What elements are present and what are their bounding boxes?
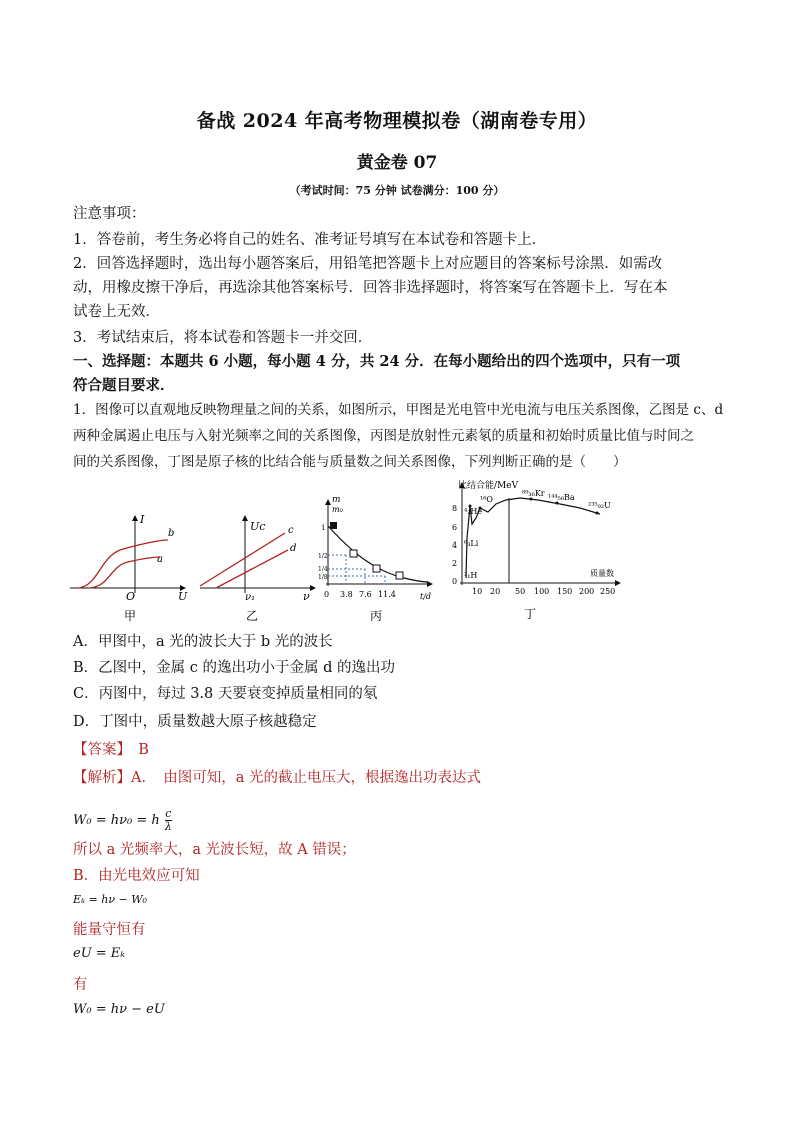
formula-1 [73,808,172,833]
ding-ytick-0: 0 [452,577,458,586]
ding-xtick-50: 50 [515,587,526,596]
ding-label-he: ⁴₂He [464,507,483,516]
ding-label-o: ¹⁶O [480,495,493,504]
ding-label-li: ⁶₃Li [464,539,479,548]
figure-bing [318,495,432,623]
bing-xtick-2: 3.8 [340,590,353,599]
section-heading-line-1: 一、选择题：本题共 6 小题，每小题 4 分，共 24 分．在每小题给出的四个选项中，只有一项 [73,353,681,370]
ding-ytick-8: 8 [452,504,458,513]
figure-ding [452,479,620,621]
ding-xtick-20: 20 [490,587,501,596]
ding-xtick-150: 150 [557,587,573,596]
ding-binding-curve [466,498,600,578]
notes-item-2-line-1: 2．回答选择题时，选出每小题答案后，用铅笔把答题卡上对应题目的答案标号涂黑．如需改 [73,256,663,272]
ding-xtick-250: 250 [600,587,616,596]
have-text: 有 [73,977,88,993]
formula-2: Eₖ = hν − W₀ [73,893,147,906]
question-1-figures [60,478,660,628]
yi-label-c: c [288,525,294,536]
bing-axis-x: t/d [420,592,432,601]
bing-caption: 丙 [370,609,383,623]
yi-label-d: d [290,543,297,554]
ding-label-u: ²³⁵₉₂U [588,501,611,510]
notes-item-2-line-3: 试卷上无效． [73,304,160,320]
ding-axis-x: 质量数 [590,569,614,578]
formula-1-lhs: W₀ = hν₀ = h [73,813,160,828]
answer: 【答案】 B [73,742,149,758]
notes-item-2-line-2: 动，用橡皮擦干净后，再选涂其他答案标号．回答非选择题时，将答案写在答题卡上．写在本 [73,280,668,296]
bing-xtick-4: 11.4 [378,590,396,599]
bing-decay-curve [328,526,428,582]
yi-axis-x: ν [303,590,310,603]
ding-ytick-6: 6 [452,523,458,532]
bing-marker-4 [396,572,403,579]
figure-yi [200,516,315,623]
yi-line-c [200,533,285,586]
ding-xtick-100: 100 [534,587,550,596]
jia-label-a: a [157,554,163,565]
ding-label-h: ²₁H [464,571,478,580]
ding-axis-y: 比结合能/MeV [458,481,519,491]
jia-label-b: b [168,528,175,539]
question-1-stem-line-1: 1．图像可以直观地反映物理量之间的关系，如图所示，甲图是光电管中光电流与电压关系图像，乙图是 c、d [73,402,724,418]
ding-ytick-4: 4 [452,541,458,550]
notes-item-1: 1．答卷前，考生务必将自己的姓名、准考证号填写在本试卷和答题卡上． [73,232,547,248]
energy-text: 能量守恒有 [73,922,146,938]
notes-heading: 注意事项： [73,206,146,222]
option-c: C．丙图中，每过 3.8 天要衰变掉质量相同的氡 [73,686,378,702]
analysis-a: 【解析】A． 由图可知，a 光的截止电压大，根据逸出功表达式 [73,770,481,786]
jia-curve-a [90,557,160,588]
bing-ytick-1: 1 [321,524,326,532]
conclusion-a: 所以 a 光频率大，a 光波长短，故 A 错误； [73,842,356,858]
ding-caption: 丁 [524,607,537,621]
option-d: D．丁图中，质量数越大原子核越稳定 [73,714,317,730]
notes-item-3: 3．考试结束后，将本试卷和答题卡一并交回． [73,330,373,346]
bing-xtick-1: 0 [324,590,330,599]
jia-origin: O [126,590,136,603]
ding-label-ba: ¹⁴⁴₅₆Ba [548,493,575,502]
ding-label-kr: ⁸⁹₃₆Kr [522,489,545,498]
yi-caption: 乙 [246,609,259,623]
jia-axis-y: I [140,513,145,526]
formula-1-denominator: λ [164,820,172,833]
question-1-stem-line-2: 两种金属遏止电压与入射光频率之间的关系图像，丙图是放射性元素氡的质量和初始时质量比值与时间之 [73,428,694,444]
formula-3: eU = Eₖ [73,946,126,961]
exam-info: （考试时间：75 分钟 试卷满分：100 分） [289,184,505,197]
bing-ytick-4: 1/8 [318,574,328,581]
paper-subtitle: 黄金卷 07 [356,153,438,173]
formula-1-numerator: c [165,807,172,820]
page-title: 备战 2024 年高考物理模拟卷（湖南卷专用） [196,110,598,132]
yi-tick: ν₁ [245,592,256,603]
analysis-b: B．由光电效应可知 [73,868,200,884]
yi-axis-y: Uc [250,520,266,533]
bing-marker-1 [330,522,337,529]
bing-axis-y-den: m₀ [332,505,343,514]
bing-marker-3 [373,565,380,572]
bing-ytick-2: 1/2 [318,553,328,560]
formula-4: W₀ = hν − eU [73,1002,165,1017]
bing-ytick-3: 1/4 [318,566,328,573]
section-heading-line-2: 符合题目要求． [73,377,175,394]
question-1-stem-line-3: 间的关系图像，丁图是原子核的比结合能与质量数之间关系图像，下列判断正确的是（ ） [73,454,627,470]
ding-xtick-200: 200 [579,587,595,596]
option-b: B．乙图中，金属 c 的逸出功小于金属 d 的逸出功 [73,660,395,676]
ding-xtick-10: 10 [472,587,483,596]
bing-xtick-3: 7.6 [359,590,372,599]
bing-marker-2 [350,550,357,557]
ding-ytick-2: 2 [452,559,458,568]
option-a: A．甲图中，a 光的波长大于 b 光的波长 [73,634,333,650]
bing-axis-y-num: m [332,495,341,505]
jia-caption: 甲 [124,609,137,623]
jia-axis-x: U [178,590,188,603]
figure-jia [70,513,188,623]
